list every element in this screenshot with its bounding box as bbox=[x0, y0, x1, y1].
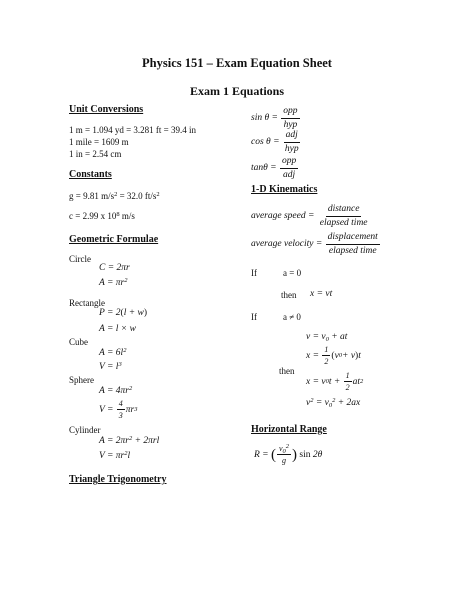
constant-velocity-equation: x = vt bbox=[310, 289, 333, 299]
rectangle-area-equation: A = l × w bbox=[99, 324, 136, 334]
rectangle-label: Rectangle bbox=[69, 298, 105, 308]
average-speed-equation: average speed = $\frac{\text{distance}}{\text{elapsed time}}$ bbox=[251, 204, 368, 228]
cube-area-equation: $A = 6l^2$ bbox=[99, 347, 127, 358]
rectangle-perimeter-equation: P = 2(l + w) bbox=[99, 308, 148, 318]
if-label: If bbox=[251, 268, 257, 278]
sine-equation: sin θ = $\frac{\text{opp}}{\text{hyp}}$ bbox=[251, 106, 298, 130]
then-label: then bbox=[279, 366, 295, 376]
geometric-formulae-heading: Geometric Formulae bbox=[69, 234, 159, 245]
triangle-trigonometry-heading: Triangle Trigonometry bbox=[69, 474, 167, 485]
horizontal-range-equation: R = ( $\frac{v_0^2}{g}$ ) sin 2θ bbox=[254, 443, 323, 466]
cube-volume-equation: $V = l^3$ bbox=[99, 361, 122, 372]
page-subtitle: Exam 1 Equations bbox=[189, 84, 285, 98]
cosine-equation: cos θ = $\frac{\text{adj}}{\text{hyp}}$ bbox=[251, 130, 299, 154]
cylinder-label: Cylinder bbox=[69, 425, 101, 435]
sphere-label: Sphere bbox=[69, 375, 94, 385]
displacement-time-equation: x = v 0 t + $\frac{1}{2}$ at 2 bbox=[306, 371, 364, 393]
constant-g: g = 9.81 $m/s^2 = 32.0$ $ft/s^2$ bbox=[69, 191, 160, 201]
velocity-displacement-equation: $v^2 = v_0^2 + 2ax$ bbox=[306, 397, 361, 409]
cylinder-volume-equation: $V = \pi r^2l$ bbox=[99, 450, 131, 461]
circle-label: Circle bbox=[69, 254, 91, 264]
velocity-time-equation: $v = v_0$ + at bbox=[306, 332, 348, 343]
horizontal-range-heading: Horizontal Range bbox=[251, 424, 327, 435]
circle-area-equation: $A = \pi r^2$ bbox=[99, 277, 128, 288]
circle-circumference-equation: C = 2πr bbox=[99, 263, 130, 273]
page-title: Physics 151 – Exam Equation Sheet bbox=[142, 56, 332, 70]
cube-label: Cube bbox=[69, 337, 88, 347]
constants-heading: Constants bbox=[69, 169, 112, 180]
sphere-area-equation: $A = 4\pi r^2$ bbox=[99, 385, 133, 396]
conversion-line: 1 mile = 1609 m bbox=[69, 137, 129, 147]
constant-c: c = 2.99 x $10^8$ m/s bbox=[69, 211, 135, 221]
kinematics-heading: 1-D Kinematics bbox=[251, 184, 318, 195]
displacement-average-velocity-equation: x = $\frac{1}{2}$ ( v 0 + v ) t bbox=[306, 345, 361, 367]
unit-conversions-heading: Unit Conversions bbox=[69, 104, 144, 115]
if-label: If bbox=[251, 312, 257, 322]
sphere-volume-equation: V = $\frac{4}{3}$ πr 3 bbox=[99, 399, 138, 421]
then-label: then bbox=[281, 290, 297, 300]
cylinder-area-equation: $A = 2\pi r^2 + 2\pi rl$ bbox=[99, 435, 160, 446]
average-velocity-equation: average velocity = $\frac{\text{displacement}}{\text{elapsed time}}$ bbox=[251, 232, 378, 256]
conversion-line: 1 m = 1.094 yd = 3.281 ft = 39.4 in bbox=[69, 125, 196, 135]
tangent-equation: tanθ = $\frac{\text{opp}}{\text{adj}}$ bbox=[251, 156, 297, 180]
nonzero-acceleration-condition: a ≠ 0 bbox=[283, 312, 301, 322]
conversion-line: 1 in = 2.54 cm bbox=[69, 149, 122, 159]
zero-acceleration-condition: a = 0 bbox=[283, 268, 302, 278]
